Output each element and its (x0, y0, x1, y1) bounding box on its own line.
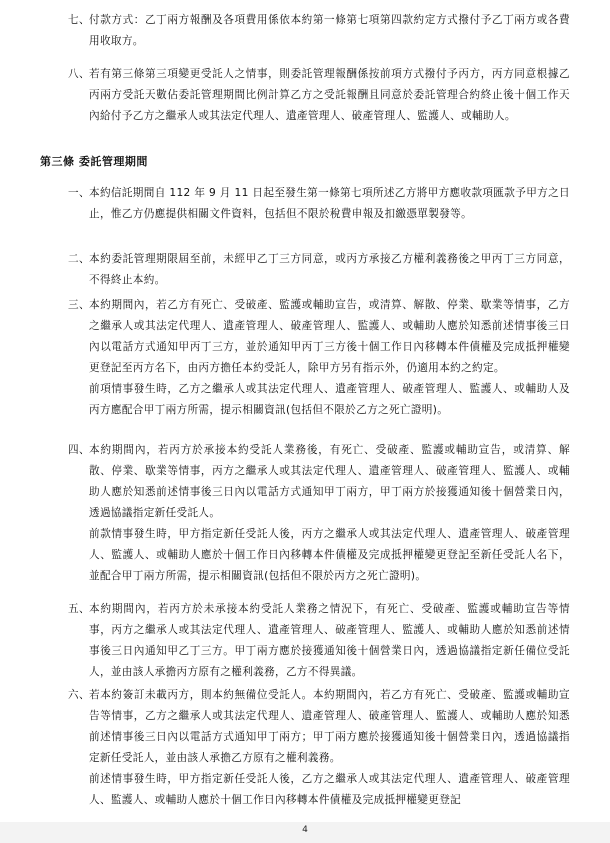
clause-item (68, 440, 570, 587)
clause-paragraph: 付款方式：乙丁兩方報酬及各項費用係依本約第一條第七項第四款約定方式撥付予乙丁兩方或各費用收取方。 (89, 14, 570, 47)
section-heading: 第三條 委託管理期間 (40, 155, 148, 168)
clause-paragraph: 本約信託期間自 112 年 9 月 11 日起至發生第一條第七項所述乙方將甲方應收款項匯款予甲方之日止，惟乙方仍應提供相關文件資料，包括但不限於稅費申報及扣繳憑單製發等。 (89, 187, 570, 220)
clause-body (89, 440, 570, 587)
clause-number: 一、 (68, 187, 90, 199)
clause-item (68, 295, 570, 421)
page-number: 4 (302, 825, 308, 835)
clause-number: 八、 (68, 68, 90, 80)
clause-paragraph: 前述情事發生時，甲方指定新任受託人後，乙方之繼承人或其法定代理人、遺產管理人、破產管理人、監護人、或輔助人應於十個工作日內移轉本件債權及完成抵押權變更登記 (89, 773, 570, 806)
clause-body (89, 183, 570, 225)
clause-item (68, 64, 570, 127)
clause-number: 七、 (68, 14, 90, 26)
clause-body (89, 599, 570, 683)
clause-body (89, 249, 570, 291)
clause-paragraph: 若有第三條第三項變更受託人之情事，則委託管理報酬係按前項方式撥付予丙方，丙方同意根據乙丙兩方受託天數佔委託管理期間比例計算乙方之受託報酬且同意於委託管理合約終止後十個工作天內給付予乙方之繼承人或其法定代理人、遺產管理人、破產管理人、監護人、或輔助人。 (89, 68, 570, 122)
clause-paragraph: 本約期間內，若丙方於承接本約受託人業務後，有死亡、受破產、監護或輔助宣告，或清算、解散、停業、歇業等情事，丙方之繼承人或其法定代理人、遺產管理人、破產管理人、監護人、或輔助人應於知悉前述情事後三日內以電話方式通知甲丁兩方，甲丁兩方於接獲通知後十個營業日內，透過協議指定新任受託人。 (89, 444, 570, 519)
clause-item (68, 685, 570, 811)
clause-body (89, 685, 570, 811)
clause-number: 六、 (68, 689, 90, 701)
clause-paragraph: 本約期間內，若丙方於未承接本約受託人業務之情況下，有死亡、受破產、監護或輔助宣告等情事，丙方之繼承人或其法定代理人、遺產管理人、破產管理人、監護人、或輔助人應於知悉前述情事後三日內通知甲乙丁三方。甲丁兩方應於接獲通知後十個營業日內，透過協議指定新任備位受託人，並由該人承擔丙方原有之權利義務，乙方不得異議。 (89, 603, 570, 678)
clause-paragraph: 若本約簽訂未載丙方，則本約無備位受託人。本約期間內，若乙方有死亡、受破產、監護或輔助宣告等情事，乙方之繼承人或其法定代理人、遺產管理人、破產管理人、監護人、或輔助人應於知悉前述情事後三日內以電話方式通知甲丁兩方；甲丁兩方應於接獲通知後十個營業日內，透過協議指定新任受託人，並由該人承擔乙方原有之權利義務。 (89, 689, 570, 764)
clause-item (68, 183, 570, 225)
clause-item (68, 10, 570, 52)
clause-item (68, 599, 570, 683)
clause-paragraph: 前款情事發生時，甲方指定新任受託人後，丙方之繼承人或其法定代理人、遺產管理人、破產管理人、監護人、或輔助人應於十個工作日內移轉本件債權及完成抵押權變更登記至新任受託人名下，並配合甲丁兩方所需，提示相關資訊(包括但不限於丙方之死亡證明)。 (89, 528, 570, 582)
clause-item (68, 249, 570, 291)
clause-paragraph: 前項情事發生時，乙方之繼承人或其法定代理人、遺產管理人、破產管理人、監護人、或輔助人及丙方應配合甲丁兩方所需，提示相關資訊(包括但不限於乙方之死亡證明)。 (89, 383, 570, 416)
clause-number: 二、 (68, 253, 90, 265)
clause-number: 三、 (68, 299, 90, 311)
clause-paragraph: 本約委託管理期限屆至前，未經甲乙丁三方同意，或丙方承接乙方權利義務後之甲丙丁三方同意，不得終止本約。 (89, 253, 570, 286)
clause-number: 四、 (68, 444, 90, 456)
clause-paragraph: 本約期間內，若乙方有死亡、受破產、監護或輔助宣告，或清算、解散、停業、歇業等情事，乙方之繼承人或其法定代理人、遺產管理人、破產管理人、監護人、或輔助人應於知悉前述情事後三日內以電話方式通知甲丙丁三方，並於通知甲丙丁三方後十個工作日內移轉本件債權及完成抵押權變更登記至丙方名下，由丙方擔任本約受託人，除甲方另有指示外，仍適用本約之約定。 (89, 299, 570, 374)
clause-number: 五、 (68, 603, 90, 615)
clause-body (89, 295, 570, 421)
clause-body (89, 64, 570, 127)
clause-body (89, 10, 570, 52)
